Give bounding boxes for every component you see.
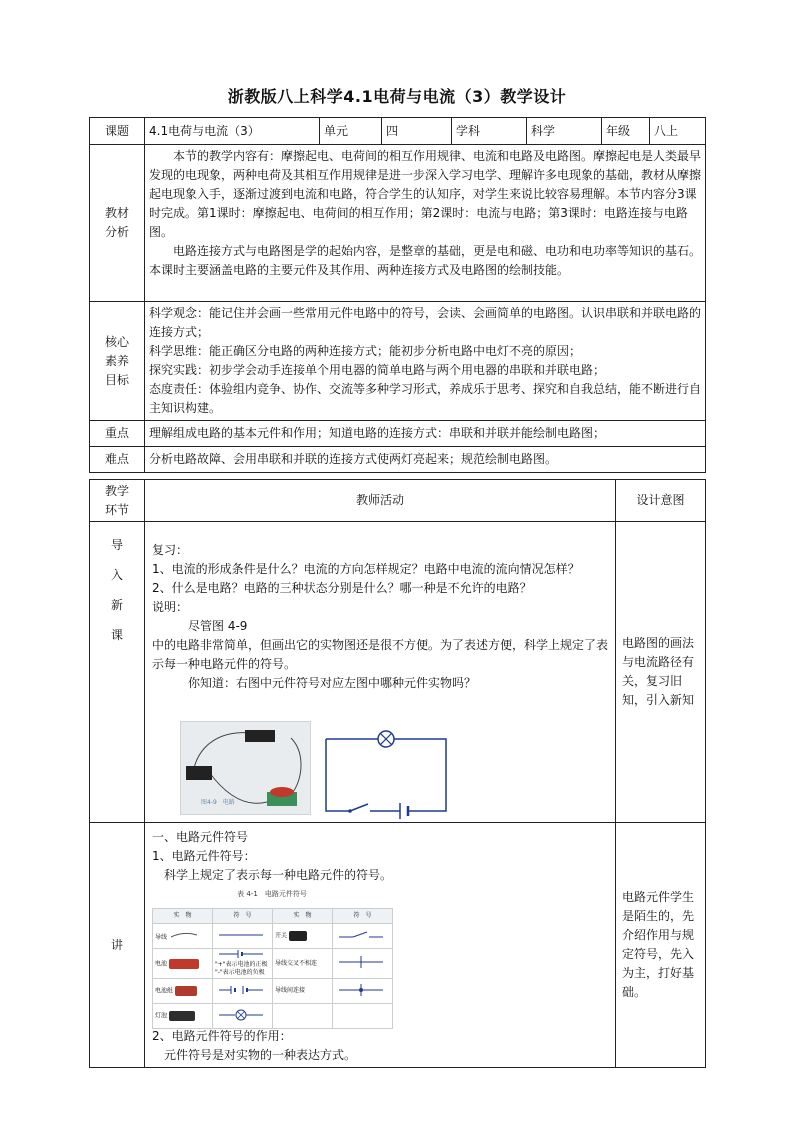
lecture-activity xyxy=(145,823,616,1068)
sym-head-2: 符 号 xyxy=(213,909,273,924)
subject-value: 科学 xyxy=(527,118,602,145)
switch-symbol xyxy=(350,804,368,811)
symbol-table-caption: 表 4-1 电路元件符号 xyxy=(237,890,307,898)
process-table xyxy=(89,479,706,1068)
sym-row-battery-pack: 电池组 xyxy=(153,979,213,1004)
grade-value: 八上 xyxy=(650,118,706,145)
lecture-sub-1: 1、电路元件符号： xyxy=(152,849,256,863)
analysis-para-1: 本节的教学内容有：摩擦起电、电荷间的相互作用规律、电流和电路及电路图。摩擦起电是人类最早发现的电现象，两种电荷及其相互作用规律是进一步深入学习电学、理解许多电现象的基础，教材从摩擦起电现象入手，逐渐过渡到电流和电路，符合学生的认知序，对学生来说比较容易理解。本节内容分3课时完成。第1课时：摩擦起电、电荷间的相互作用；第2课时：电流与电路；第3课时：电路连接与电路图。 xyxy=(149,149,702,239)
sym-empty-1 xyxy=(273,1004,333,1029)
sym-row-battery: 电池 xyxy=(153,949,213,979)
lecture-heading: 一、电路元件符号 xyxy=(152,830,249,844)
goal-1: 科学观念：能记住并会画一些常用元件电路中的符号，会读、会画简单的电路图。认识串联和并联电路的连接方式； xyxy=(149,306,702,339)
sym-switch-symbol xyxy=(333,924,393,949)
lecture-sub-2-text: 元件符号是对实物的一种表达方式。 xyxy=(164,1048,357,1062)
review-label: 复习： xyxy=(152,543,189,557)
key-points-label: 重点 xyxy=(90,421,145,447)
sym-row-wire: 导线 xyxy=(153,924,213,949)
lecture-sub-1-text: 科学上规定了表示每一种电路元件的符号。 xyxy=(164,868,393,882)
sym-junction-symbol xyxy=(333,979,393,1004)
goals-content xyxy=(145,302,706,421)
battery-pack-photo-icon xyxy=(175,986,197,996)
lamp-photo-icon xyxy=(169,1011,195,1021)
lesson-info-table xyxy=(89,117,706,473)
sym-battery-pack-symbol xyxy=(213,979,273,1004)
sym-cross-symbol xyxy=(333,949,393,979)
lecture-sub-2: 2、电路元件符号的作用： xyxy=(152,1029,292,1043)
difficulties-value: 分析电路故障、会用串联和并联的连接方式使两灯亮起来；规范绘制电路图。 xyxy=(145,447,706,473)
stage-header: 教学 环节 xyxy=(90,480,145,522)
goal-3: 探究实践：初步学会动手连接单个用电器的简单电路与两个用电器的串联和并联电路； xyxy=(149,363,606,377)
difficulties-label: 难点 xyxy=(90,447,145,473)
grade-label: 年级 xyxy=(602,118,650,145)
sym-empty-2 xyxy=(333,1004,393,1029)
goals-label: 核心 素养 目标 xyxy=(90,302,145,421)
sym-head-1: 实 物 xyxy=(153,909,213,924)
goal-4: 态度责任：体验组内竞争、协作、交流等多种学习形式，养成乐于思考、探究和自我总结，能不断进行自主知识构建。 xyxy=(149,382,702,415)
sym-row-lamp: 灯泡 xyxy=(153,1004,213,1029)
sym-row-cross: 导线交叉不相连 xyxy=(273,949,333,979)
sym-lamp-symbol xyxy=(213,1004,273,1029)
battery-holder xyxy=(245,730,275,742)
explain-label: 说明： xyxy=(152,600,189,614)
page-title: 浙教版八上科学4.1电荷与电流（3）教学设计 xyxy=(227,87,567,106)
intro-intent: 电路图的画法与电流路径有关，复习旧知，引入新知 xyxy=(616,522,706,823)
analysis-content xyxy=(145,145,706,302)
sym-head-3: 实 物 xyxy=(273,909,333,924)
unit-value: 四 xyxy=(382,118,452,145)
lamp-bulb xyxy=(270,787,294,797)
sym-battery-symbol: "+"表示电池的正极 "-"表示电池的负极 xyxy=(213,949,273,979)
sym-head-4: 符 号 xyxy=(333,909,393,924)
symbol-table xyxy=(152,885,392,1023)
topic-label: 课题 xyxy=(90,118,145,145)
subject-label: 学科 xyxy=(452,118,527,145)
intro-activity xyxy=(145,522,616,823)
circuit-diagram xyxy=(316,729,456,819)
photo-caption: 图4-9 电路 xyxy=(201,799,235,806)
intro-stage: 导 入 新 课 xyxy=(90,522,145,823)
key-points-value: 理解组成电路的基本元件和作用；知道电路的连接方式：串联和并联并能绘制电路图； xyxy=(145,421,706,447)
unit-label: 单元 xyxy=(320,118,382,145)
sym-row-switch: 开关 xyxy=(273,924,333,949)
activity-header: 教师活动 xyxy=(145,480,616,522)
analysis-para-2: 电路连接方式与电路图是学的起始内容，是整章的基础，更是电和磁、电功和电功率等知识的基石。本课时主要涵盖电路的主要元件及其作用、两种连接方式及电路图的绘制技能。 xyxy=(149,244,702,277)
battery-photo-icon xyxy=(169,959,199,969)
intent-header: 设计意图 xyxy=(616,480,706,522)
prompt-question: 你知道：右图中元件符号对应左图中哪种元件实物吗？ xyxy=(188,676,477,690)
analysis-label: 教材 分析 xyxy=(90,145,145,302)
switch-photo-icon xyxy=(289,931,307,941)
goal-2: 科学思维：能正确区分电路的两种连接方式；能初步分析电路中电灯不亮的原因； xyxy=(149,344,582,358)
review-question-2: 2、什么是电路？电路的三种状态分别是什么？哪一种是不允许的电路？ xyxy=(152,581,532,595)
wire-photo-icon xyxy=(169,931,199,939)
sym-wire-symbol xyxy=(213,924,273,949)
switch-part xyxy=(186,766,212,780)
explain-text: 中的电路非常简单，但画出它的实物图还是很不方便。为了表述方便，科学上规定了表示每一种电路元件的符号。 xyxy=(152,638,609,671)
circuit-photo xyxy=(180,721,311,815)
lecture-stage: 讲 xyxy=(90,823,145,1068)
topic-value: 4.1电荷与电流（3） xyxy=(145,118,320,145)
review-question-1: 1、电流的形成条件是什么？电流的方向怎样规定？电路中电流的流向情况怎样？ xyxy=(152,562,580,576)
sym-row-junction: 导线间连接 xyxy=(273,979,333,1004)
lecture-intent: 电路元件学生是陌生的，先介绍作用与规定符号，先入为主，打好基础。 xyxy=(616,823,706,1068)
figure-reference: 尽管图 4-9 xyxy=(188,619,248,633)
